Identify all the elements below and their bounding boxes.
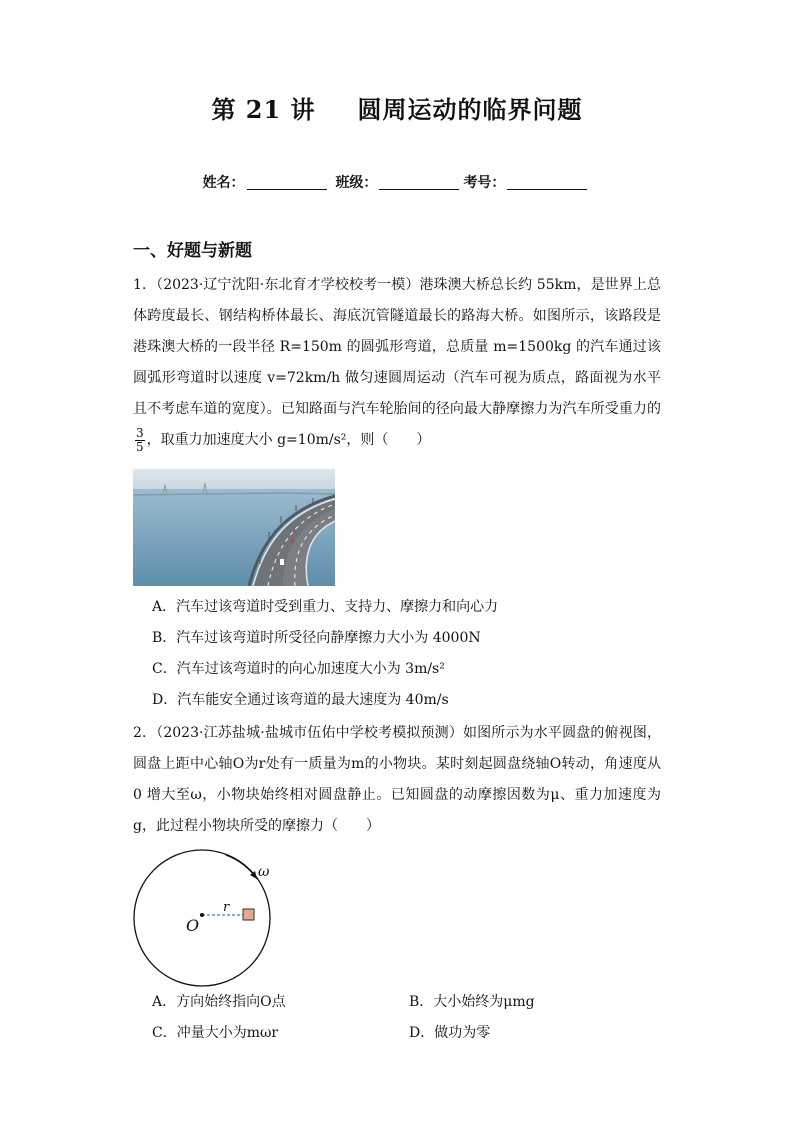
question-1-option-c[interactable]: C．汽车过该弯道时的向心加速度大小为 3m/s² — [152, 661, 445, 677]
exam-number-blank[interactable] — [507, 175, 587, 190]
radius-label: r — [223, 900, 230, 915]
section-heading: 一、好题与新题 — [133, 241, 252, 261]
omega-label: ω — [258, 864, 270, 880]
question-1-body: 1．（2023·辽宁沈阳·东北育才学校校考一模）港珠澳大桥总长约 55km，是世界上总体跨度最长、钢结构桥体最长、海底沉管隧道最长的路海大桥。如图所示，该路段是港珠澳大桥的一段半径 R=150m 的圆弧形弯道，总质量 m=1500kg 的汽车通过该圆弧形弯道时以速度 v=72km/h 做匀速圆周运动（汽车可视为质点，路面视为水平且不考虑车道的宽度）。已知路面与汽车轮胎间的径向最大静摩擦力为汽车所受重力的 — [133, 277, 661, 417]
bridge-photo — [133, 469, 335, 586]
question-1-tail: ，取重力加速度大小 g=10m/s²，则（ ） — [146, 432, 431, 448]
student-info-line — [0, 172, 794, 192]
question-1-text — [133, 270, 661, 456]
exam-number-label: 考号： — [463, 175, 506, 191]
question-1-option-d[interactable]: D．汽车能安全通过该弯道的最大速度为 40m/s — [152, 692, 449, 708]
rotating-disk-figure — [130, 838, 290, 988]
question-2-text: 2．（2023·江苏盐城·盐城市伍佑中学校考模拟预测）如图所示为水平圆盘的俯视图，圆盘上距中心轴O为r处有一质量为m的小物块。某时刻起圆盘绕轴O转动，角速度从 0 增大至ω，小物块始终相对圆盘静止。已知圆盘的动摩擦因数为μ、重力加速度为g，此过程小物块所受的摩擦力（ ） — [133, 725, 661, 834]
small-block — [243, 909, 254, 920]
name-label: 姓名： — [202, 175, 245, 191]
question-2-option-a[interactable]: A．方向始终指向O点 — [152, 994, 286, 1010]
question-2-option-d[interactable]: D．做功为零 — [409, 1025, 491, 1041]
center-label: O — [186, 916, 200, 935]
center-point — [200, 913, 204, 917]
question-2-option-c[interactable]: C．冲量大小为mωr — [152, 1025, 279, 1041]
fraction-three-fifths: $\frac{3}{5}$ — [136, 425, 144, 454]
question-1-option-a[interactable]: A．汽车过该弯道时受到重力、支持力、摩擦力和向心力 — [152, 599, 499, 615]
page-title — [0, 90, 794, 125]
class-label: 班级： — [335, 175, 378, 191]
lecture-topic: 圆周运动的临界问题 — [357, 95, 583, 124]
lecture-number: 第 21 讲 — [211, 95, 316, 124]
question-2-option-b[interactable]: B．大小始终为μmg — [409, 994, 535, 1010]
class-blank[interactable] — [379, 175, 459, 190]
question-1-option-b[interactable]: B．汽车过该弯道时所受径向静摩擦力大小为 4000N — [152, 630, 481, 646]
name-blank[interactable] — [247, 175, 327, 190]
